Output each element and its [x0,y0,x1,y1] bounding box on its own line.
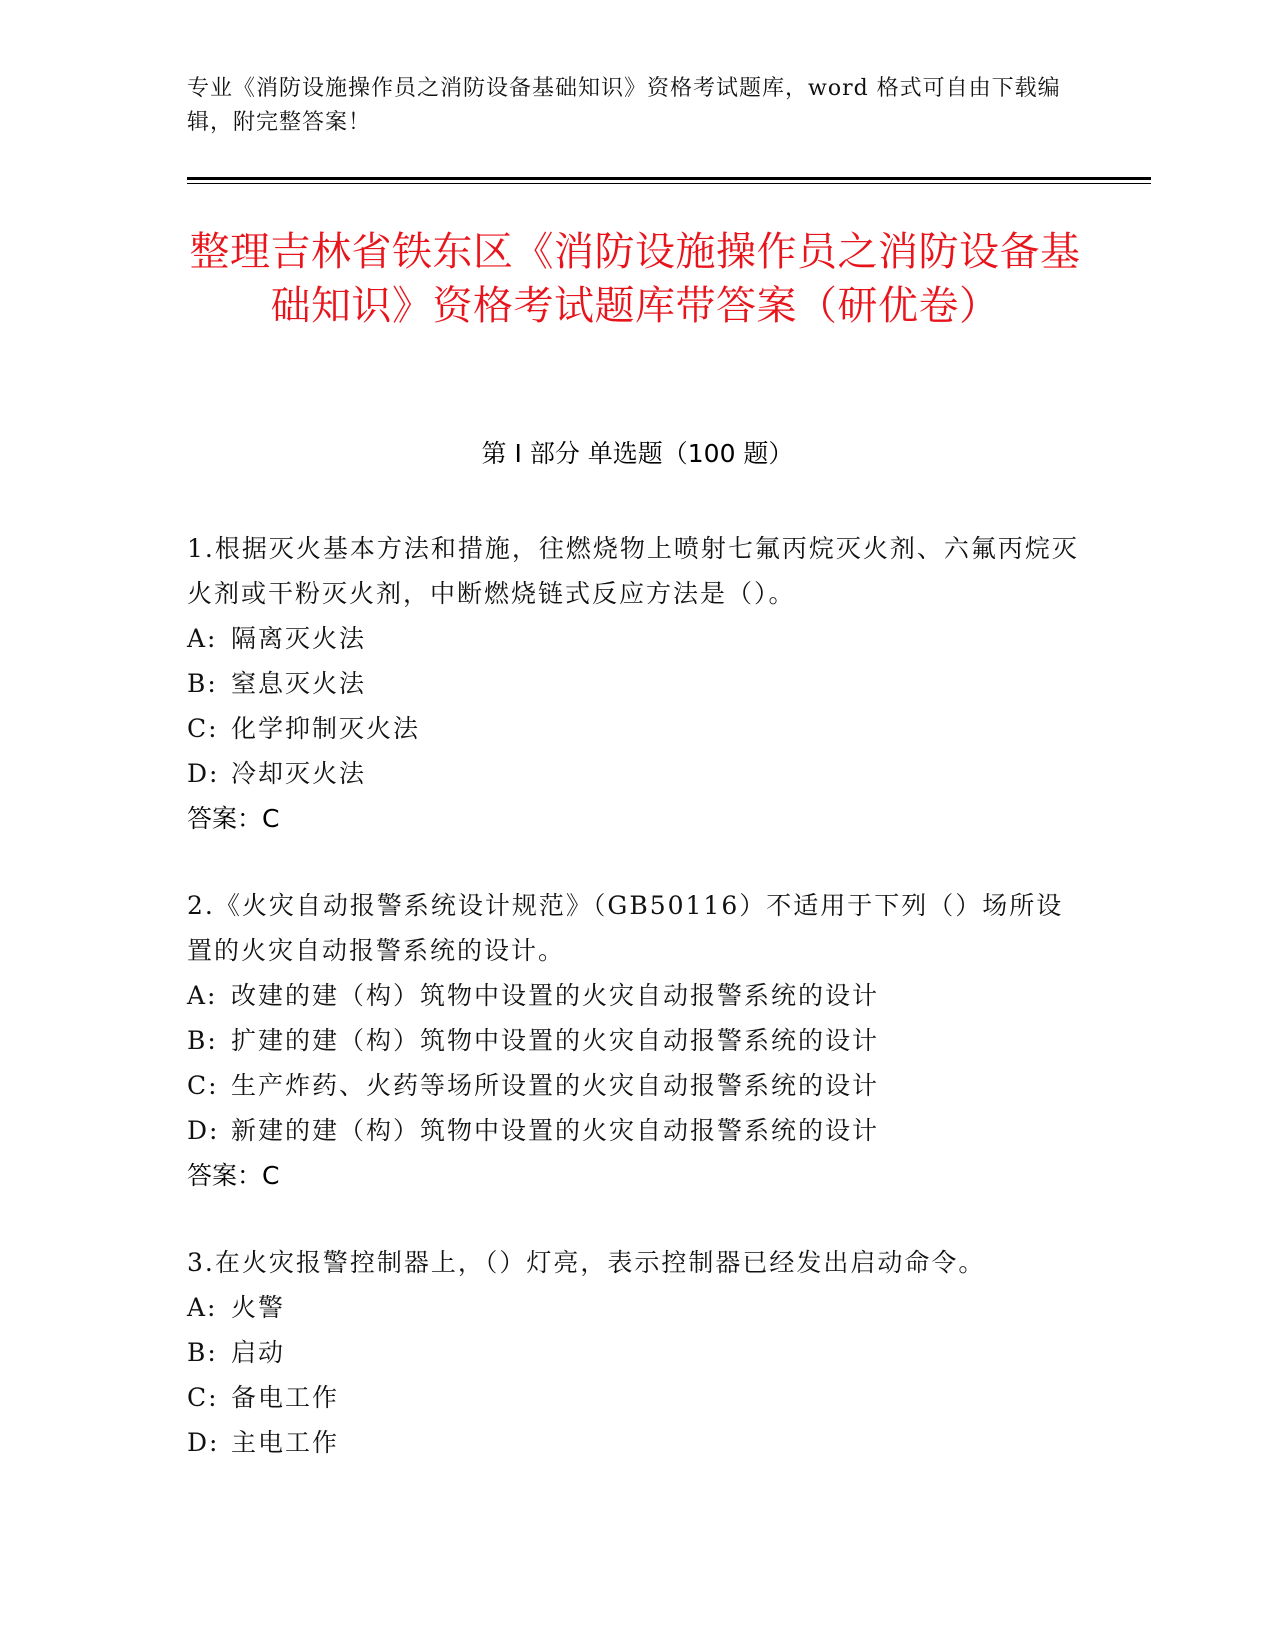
option-letter: B: [187,1026,218,1055]
option-letter: C: [187,1383,219,1412]
option-letter: A: [187,1293,218,1322]
option-letter: A: [187,624,218,653]
option-a [187,973,1087,1018]
option-text: 启动 [231,1338,286,1367]
option-text: 生产炸药、火药等场所设置的火灾自动报警系统的设计 [231,1071,880,1100]
option-a [187,1285,1087,1330]
question-2 [187,883,1087,1198]
document-title: 整理吉林省铁东区《消防设施操作员之消防设备基础知识》资格考试题库带答案（研优卷） [189,229,1081,329]
option-text: 隔离灭火法 [231,624,367,653]
option-d [187,751,1087,796]
question-stem: 2.《火灾自动报警系统设计规范》（GB50116）不适用于下列（）场所设置的火灾自动报警系统的设计。 [187,891,1064,965]
option-b [187,1330,1087,1375]
section-heading: 第 I 部分 单选题（100 题） [481,439,794,468]
question-list [187,526,1087,1507]
option-text: 窒息灭火法 [231,669,367,698]
option-b [187,1018,1087,1063]
option-text: 备电工作 [231,1383,340,1412]
header-note: 专业《消防设施操作员之消防设备基础知识》资格考试题库，word 格式可自由下载编辑，附完整答案！ [187,76,1061,135]
option-letter: A: [187,981,218,1010]
question-1 [187,526,1087,841]
option-letter: B: [187,669,218,698]
question-stem: 3.在火灾报警控制器上，（）灯亮，表示控制器已经发出启动命令。 [187,1248,986,1277]
question-stem: 1.根据灭火基本方法和措施，往燃烧物上喷射七氟丙烷灭火剂、六氟丙烷灭火剂或干粉灭火剂，中断燃烧链式反应方法是（）。 [187,534,1079,608]
header-divider-thin [187,183,1151,184]
option-letter: C: [187,1071,219,1100]
header-divider-thick [187,177,1151,180]
answer-line: 答案：C [187,804,280,833]
option-letter: B: [187,1338,218,1367]
option-letter: D: [187,759,220,788]
option-text: 化学抑制灭火法 [231,714,421,743]
option-text: 主电工作 [231,1428,340,1457]
option-c [187,1063,1087,1108]
option-c [187,706,1087,751]
option-b [187,661,1087,706]
option-text: 火警 [231,1293,286,1322]
option-text: 扩建的建（构）筑物中设置的火灾自动报警系统的设计 [231,1026,880,1055]
option-letter: D: [187,1428,220,1457]
option-text: 改建的建（构）筑物中设置的火灾自动报警系统的设计 [231,981,880,1010]
question-3 [187,1240,1087,1465]
answer-line: 答案：C [187,1161,280,1190]
option-d [187,1420,1087,1465]
option-d [187,1108,1087,1153]
option-text: 新建的建（构）筑物中设置的火灾自动报警系统的设计 [231,1116,880,1145]
option-a [187,616,1087,661]
option-letter: D: [187,1116,220,1145]
option-letter: C: [187,714,219,743]
option-c [187,1375,1087,1420]
option-text: 冷却灭火法 [231,759,367,788]
